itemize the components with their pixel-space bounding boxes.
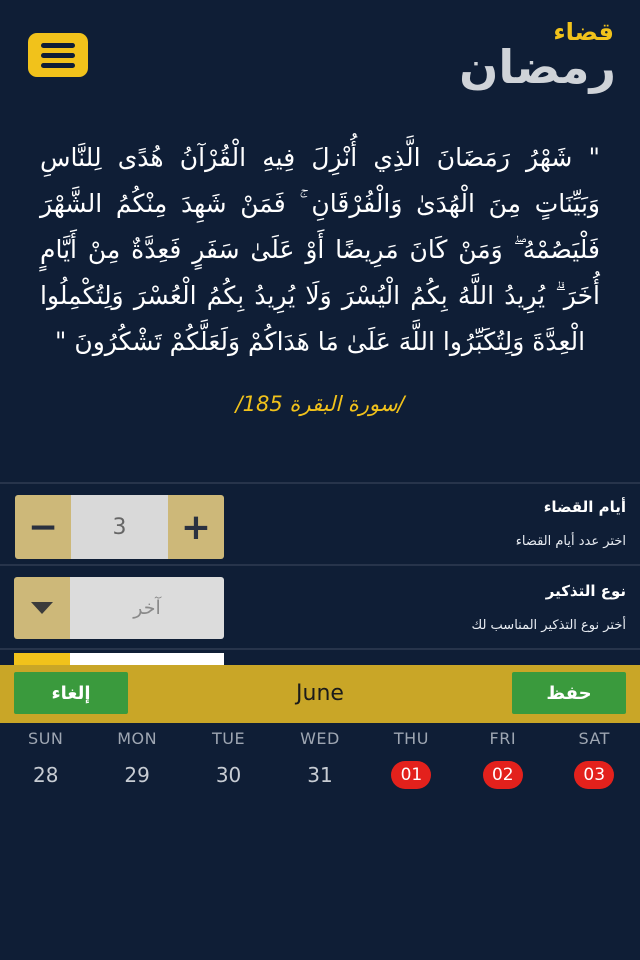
menu-button[interactable] [28,33,88,77]
verse-reference: /سورة البقرة 185/ [235,392,405,416]
qada-days-label: أيام القضاء [543,498,626,516]
reminder-type-value: آخر [70,577,224,639]
reminder-type-sub: أختر نوع التذكير المناسب لك [471,618,626,633]
date-cell[interactable]: 31 [307,763,333,787]
save-button[interactable]: حفظ [512,672,626,714]
date-cell-marked[interactable]: 02 [483,761,523,789]
menu-icon-bar [41,53,75,58]
weekday-thu: THU [393,729,429,748]
qada-days-sub: اختر عدد أيام القضاء [515,534,626,549]
app-logo [426,18,616,94]
logo-main-text: رمضان [459,40,616,94]
menu-icon-bar [41,63,75,68]
decrement-button[interactable]: − [15,495,71,559]
weekday-tue: TUE [212,729,246,748]
weekday-header [0,729,640,748]
calendar [0,723,640,960]
weekday-mon: MON [117,729,158,748]
menu-icon-bar [41,43,75,48]
date-cell[interactable]: 29 [124,763,150,787]
weekday-fri: FRI [489,729,517,748]
increment-button[interactable]: + [168,495,224,559]
date-row [0,761,640,789]
reminder-type-row [0,568,640,650]
date-cell[interactable]: 28 [32,763,59,787]
date-picker-toolbar [0,665,640,723]
month-title: June [296,681,344,706]
weekday-sat: SAT [578,729,610,748]
date-cell[interactable]: 30 [215,763,242,787]
weekday-sun: SUN [28,729,64,748]
reminder-type-label: نوع التذكير [545,582,626,600]
qada-days-row [0,484,640,566]
dropdown-arrow-icon [14,577,70,639]
date-cell-marked[interactable]: 01 [391,761,431,789]
quran-verse: " شَهْرُ رَمَضَانَ الَّذِي أُنْزِلَ فِيهِ الْقُرْآنُ هُدًى لِلنَّاسِ وَبَيِّنَاتٍ مِنَ الْهُدَىٰ وَالْفُرْقَانِ ۚ فَمَنْ شَهِدَ مِنْكُمُ الشَّهْرَ فَلْيَصُمْهُ ۖ وَمَنْ كَانَ مَرِيضًا أَوْ عَلَىٰ سَفَرٍ فَعِدَّةٌ مِنْ أَيَّامٍ أُخَرَ ۗ يُرِيدُ اللَّهُ بِكُمُ الْيُسْرَ وَلَا يُرِيدُ بِكُمُ الْعُسْرَ وَلِتُكْمِلُوا الْعِدَّةَ وَلِتُكَبِّرُوا اللَّهَ عَلَىٰ مَا هَدَاكُمْ وَلَعَلَّكُمْ تَشْكُرُونَ " [40,143,600,356]
qada-days-stepper [15,495,224,559]
logo-top-text: قضاء [553,18,614,46]
cancel-button[interactable]: إلغاء [14,672,128,714]
reminder-type-select[interactable] [14,577,224,639]
date-cell-marked[interactable]: 03 [574,761,614,789]
weekday-wed: WED [300,729,340,748]
qada-days-value: 3 [71,495,168,559]
